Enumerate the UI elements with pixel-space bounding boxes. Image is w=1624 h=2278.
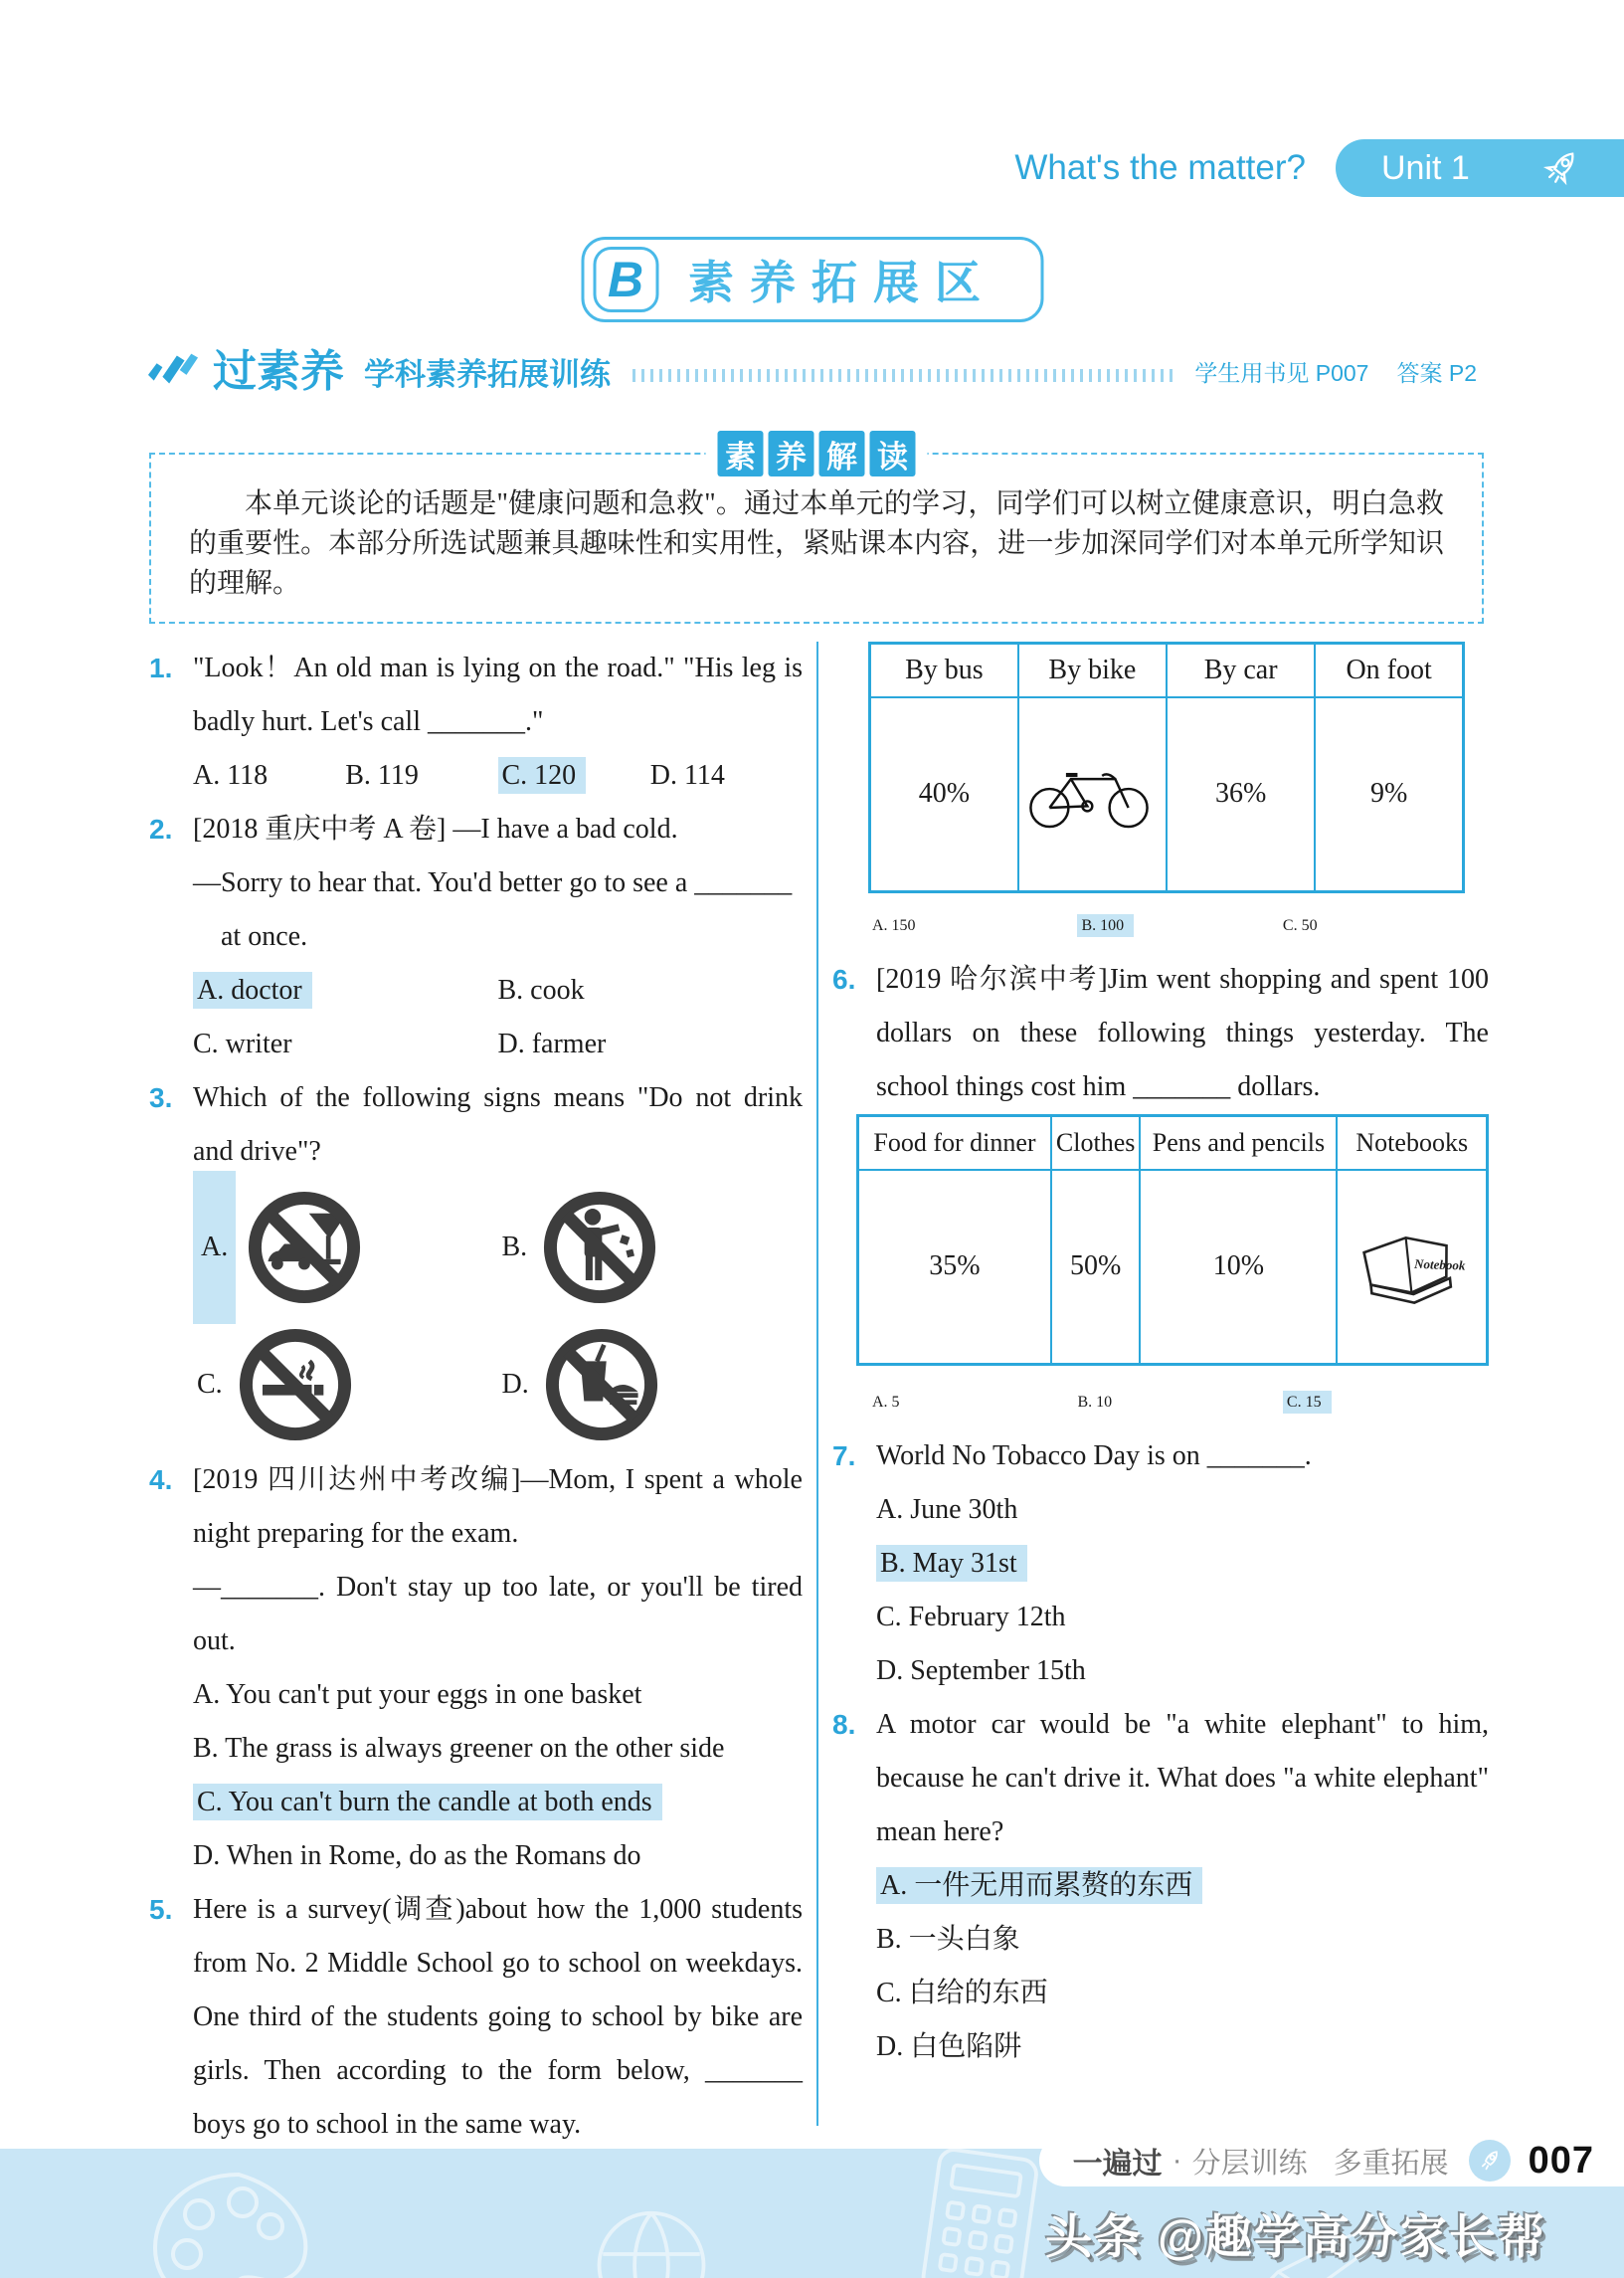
palette-doodle-icon xyxy=(139,2159,338,2278)
no-drink-and-drive-sign xyxy=(246,1189,363,1306)
rocket-circle-icon xyxy=(1469,2140,1511,2182)
option-b: B. 100 xyxy=(1077,914,1134,937)
shopping-table xyxy=(856,1114,1489,1366)
option-a: A. xyxy=(193,1171,236,1324)
option-b: B. 10 xyxy=(1077,1394,1113,1411)
option-a: A. 一件无用而累赘的东西 xyxy=(876,1867,1202,1904)
option-c: C. 15 xyxy=(1283,1391,1332,1414)
calculator-doodle-icon xyxy=(895,2149,1064,2278)
table-header: Food for dinner xyxy=(858,1116,1051,1170)
table-cell: 40% xyxy=(870,697,1018,892)
brand-name: 一遍过 xyxy=(1072,2148,1163,2181)
question-number: 2. xyxy=(149,814,173,845)
table-cell: 36% xyxy=(1167,697,1315,892)
question-columns xyxy=(149,642,1489,2140)
left-column xyxy=(149,642,803,2140)
option-b: B. The grass is always greener on the other side xyxy=(193,1733,725,1764)
question-text-line2: —Sorry to hear that. You'd better go to see a _______ xyxy=(193,867,793,898)
commute-survey-table xyxy=(868,642,1465,893)
question-6 xyxy=(832,953,1489,1114)
table-header: By bus xyxy=(870,644,1018,697)
option-a: A. 150 xyxy=(872,917,916,934)
option-d: D. farmer xyxy=(497,1029,607,1059)
interpretation-box xyxy=(149,439,1484,624)
footer-label-2: 多重拓展 xyxy=(1333,2147,1449,2180)
no-smoking-sign xyxy=(237,1326,354,1443)
question-text: World No Tobacco Day is on _______. xyxy=(876,1440,1312,1471)
question-number: 3. xyxy=(149,1082,173,1113)
table-cell: 10% xyxy=(1140,1170,1337,1365)
question-text: —I have a bad cold. xyxy=(452,814,678,845)
question-number: 7. xyxy=(832,1440,856,1471)
question-8 xyxy=(832,1698,1489,2074)
section-subtitle: 学科素养拓展训练 xyxy=(364,357,611,392)
option-c: C. xyxy=(197,1369,223,1400)
option-a: A. You can't put your eggs in one basket xyxy=(193,1679,642,1710)
title-char: 解 xyxy=(819,431,865,476)
interpretation-body: 本单元谈论的话题是"健康问题和急救"。通过本单元的学习，同学们可以树立健康意识，明白急救的重要性。本部分所选试题兼具趣味性和实用性，紧贴课本内容，进一步加深同学们对本单元所学知识的理解。 xyxy=(189,488,1444,599)
no-littering-sign xyxy=(541,1189,658,1306)
no-food-or-drink-sign xyxy=(543,1326,660,1443)
rocket-icon xyxy=(1538,145,1584,191)
option-b: B. 119 xyxy=(345,760,419,791)
option-c: C. You can't burn the candle at both ends xyxy=(193,1784,662,1820)
question-number: 4. xyxy=(149,1464,173,1495)
question-3 xyxy=(149,1071,803,1453)
question-4 xyxy=(149,1453,803,1883)
globe-doodle-icon xyxy=(557,2194,746,2278)
separator-dot: · xyxy=(1172,2144,1182,2177)
question-text: —Mom, I spent a whole night preparing for the exam. xyxy=(193,1464,803,1549)
exam-tag: [2019 四川达州中考改编] xyxy=(193,1464,521,1495)
unit-badge xyxy=(1336,139,1624,197)
sign-option-c xyxy=(193,1316,498,1453)
option-c: C. 50 xyxy=(1282,917,1318,934)
sign-option-b xyxy=(498,1179,804,1316)
section-banner-title: 素养拓展区 xyxy=(688,257,996,308)
table-header: By bike xyxy=(1018,644,1167,697)
question-7 xyxy=(832,1429,1489,1698)
answer-ref: 答案 P2 xyxy=(1396,360,1477,386)
options-stack xyxy=(876,1859,1489,2074)
question-number: 1. xyxy=(149,653,173,683)
page-number: 007 xyxy=(1528,2139,1594,2182)
option-a: A. doctor xyxy=(193,972,312,1009)
options-grid xyxy=(193,964,803,1071)
question-text: Here is a survey(调查)about how the 1,000 students from No. 2 Middle School go to school on weekdays. One third of the students going to school by bike are girls. Then according to the form below, _______ boys go to school in the same way. xyxy=(193,1894,803,2140)
options-row xyxy=(832,899,1489,953)
options-stack xyxy=(876,1483,1489,1698)
options-stack xyxy=(193,1668,803,1883)
section-name: 过素养 xyxy=(213,347,344,396)
option-b: B. xyxy=(501,1232,528,1262)
sign-option-a xyxy=(193,1179,498,1316)
question-number: 6. xyxy=(832,964,856,995)
option-d: D. xyxy=(501,1369,529,1400)
table-cell xyxy=(1337,1170,1487,1365)
question-text-line3: at once. xyxy=(221,921,308,952)
table-header: On foot xyxy=(1315,644,1463,697)
option-c: C. 白给的东西 xyxy=(876,1978,1048,2008)
table-cell: 50% xyxy=(1051,1170,1140,1365)
student-book-ref: 学生用书见 P007 xyxy=(1194,360,1369,386)
question-number: 8. xyxy=(832,1709,856,1740)
option-b: B. cook xyxy=(497,975,585,1006)
question-text-line2: —_______. Don't stay up too late, or you'll be tired out. xyxy=(193,1572,803,1656)
table-header: Pens and pencils xyxy=(1140,1116,1337,1170)
interpretation-title xyxy=(706,431,928,476)
option-d: D. September 15th xyxy=(876,1655,1086,1686)
question-2 xyxy=(149,803,803,1071)
question-5 xyxy=(149,1883,803,2152)
option-d: D. When in Rome, do as the Romans do xyxy=(193,1840,641,1871)
option-c: C. February 12th xyxy=(876,1602,1066,1632)
svg-text:Notebook: Notebook xyxy=(1414,1256,1467,1273)
right-column xyxy=(818,642,1489,2126)
table-header: Clothes xyxy=(1051,1116,1140,1170)
check-strokes-icon xyxy=(147,350,199,390)
title-char: 养 xyxy=(769,431,814,476)
table-cell: 9% xyxy=(1315,697,1463,892)
section-heading xyxy=(147,347,1477,396)
option-d: D. 114 xyxy=(649,760,725,791)
exam-tag: [2019 哈尔滨中考] xyxy=(876,964,1108,995)
question-text: A motor car would be "a white elephant" to him, because he can't drive it. What does "a white elephant" mean here? xyxy=(876,1709,1489,1847)
dotted-leader xyxy=(632,369,1173,382)
footer-bar xyxy=(1039,2135,1624,2186)
option-a: A. 118 xyxy=(193,760,269,791)
title-char: 素 xyxy=(718,431,764,476)
title-char: 读 xyxy=(870,431,916,476)
table-header: Notebooks xyxy=(1337,1116,1487,1170)
options-row xyxy=(193,749,803,803)
option-d: D. 白色陷阱 xyxy=(876,2031,1022,2062)
table-cell xyxy=(1018,697,1167,892)
notebook-illustration xyxy=(1342,1219,1471,1314)
lesson-title: What's the matter? xyxy=(1014,148,1306,187)
option-b: B. 一头白象 xyxy=(876,1924,1020,1955)
exam-tag: [2018 重庆中考 A 卷] xyxy=(193,814,447,845)
option-a: A. June 30th xyxy=(876,1494,1018,1525)
sign-option-d xyxy=(498,1316,804,1453)
table-cell: 35% xyxy=(858,1170,1051,1365)
option-c: C. writer xyxy=(193,1029,292,1059)
table-header: By car xyxy=(1167,644,1315,697)
question-text: Jim went shopping and spent 100 dollars on these following things yesterday. The school things cost him _______ dollars. xyxy=(876,964,1489,1102)
option-c: C. 120 xyxy=(498,757,587,794)
option-a: A. 5 xyxy=(872,1394,900,1411)
option-b: B. May 31st xyxy=(876,1545,1027,1582)
question-1 xyxy=(149,642,803,803)
sign-options xyxy=(193,1179,803,1453)
watermark-text: 头条 @趣学高分家长帮 xyxy=(1045,2210,1546,2263)
question-text: "Look！An old man is lying on the road." "His leg is badly hurt. Let's call _______." xyxy=(193,653,803,737)
section-references xyxy=(1194,355,1477,388)
options-row xyxy=(832,1376,1489,1429)
page-header xyxy=(1014,139,1624,197)
section-banner-letter: B xyxy=(593,247,658,312)
question-number: 5. xyxy=(149,1894,173,1925)
unit-badge-label: Unit 1 xyxy=(1381,148,1470,187)
section-banner xyxy=(581,237,1043,322)
bicycle-illustration xyxy=(1023,756,1155,832)
footer-label-1: 分层训练 xyxy=(1191,2147,1308,2180)
question-text: Which of the following signs means "Do not drink and drive"? xyxy=(193,1082,803,1167)
